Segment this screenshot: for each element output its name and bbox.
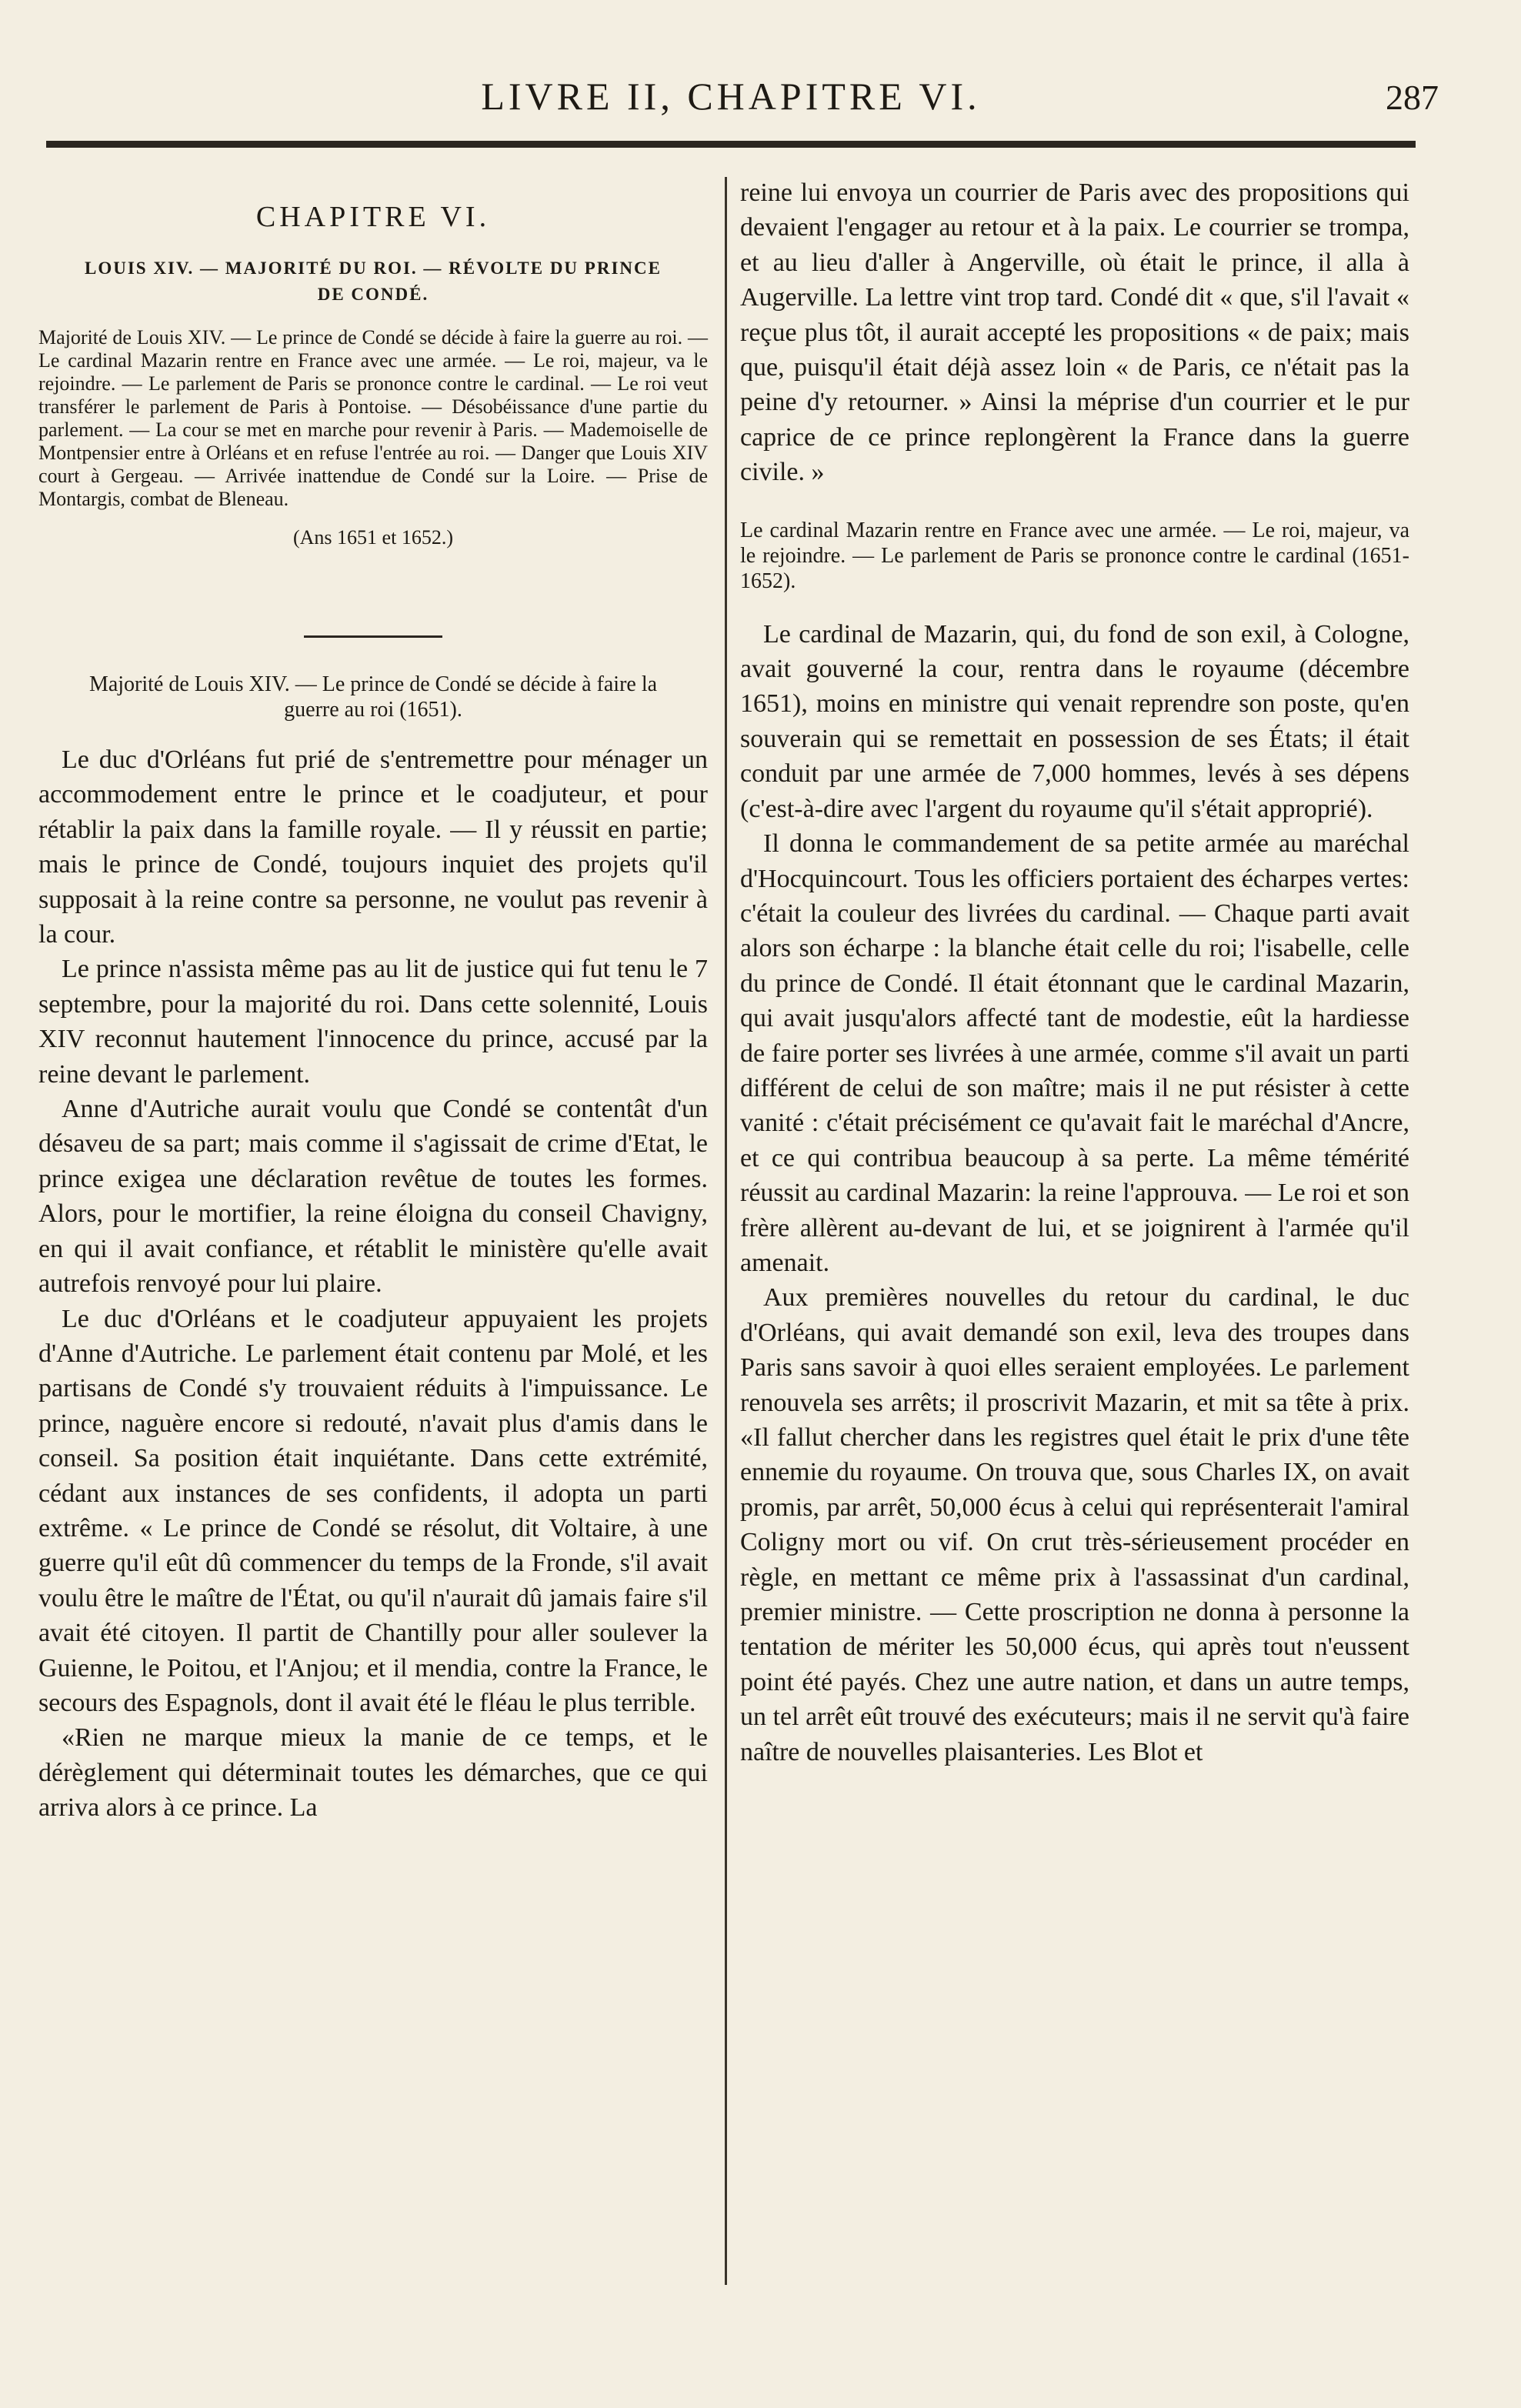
paragraph: Il donna le commandement de sa petite armée au maréchal d'Hocquincourt. Tous les officiers portaient des écharpes vertes: c'était la couleur des livrées du cardinal. — Chaque parti avait alors son écharpe : la blanche était celle du roi; l'isabelle, celle du prince de Condé. Il était étonnant que le cardinal Mazarin, qui avait jusqu'alors affecté tant de modestie, eût la hardiesse de faire porter ses livrées à une armée, comme s'il avait un parti différent de celui de son maître; mais il ne put résister à cette vanité : c'était précisément ce qu'avait fait le maréchal d'Ancre, et ce qui contribua beaucoup à sa perte. La même témérité réussit au cardinal Mazarin: la reine l'approuva. — Le roi et son frère allèrent au-devant de lui, et se joignirent à l'armée qu'il amenait. xyxy=(740,829,1409,1277)
column-divider xyxy=(725,177,727,2285)
section-rule xyxy=(304,635,442,638)
page-number: 287 xyxy=(1386,78,1439,117)
chapter-subtitle: LOUIS XIV. — MAJORITÉ DU ROI. — RÉVOLTE DU PRINCE DE CONDÉ. xyxy=(85,258,662,304)
paragraph: Le duc d'Orléans fut prié de s'entremettre pour ménager un accommodement entre le prince et le coadjuteur, et pour rétablir la paix dans la famille royale. — Il y réussit en partie; mais le prince de Condé, toujours inquiet des projets qu'il supposait à la reine contre sa personne, ne voulut pas revenir à la cour. xyxy=(38,745,708,949)
paragraph-continuation: reine lui envoya un courrier de Paris avec des propositions qui devaient l'engager au retour et à la paix. Le courrier se trompa, et au lieu d'aller à Angerville, où était le prince, il alla à Augerville. La lettre vint trop tard. Condé dit « que, s'il l'avait « reçue plus tôt, il aurait accepté les propositions « de paix; mais que, puisqu'il était déjà assez loin « de Paris, ce n'était pas la peine d'y retourner. » Ainsi la méprise d'un courrier et le pur caprice de ce prince replongèrent la France dans la guerre civile. » xyxy=(740,178,1409,487)
running-head: LIVRE II, CHAPITRE VI. xyxy=(481,75,981,118)
paragraph: Anne d'Autriche aurait voulu que Condé se contentât d'un désaveu de sa part; mais comme il s'agissait de crime d'Etat, le prince exigea une déclaration revêtue de toutes les formes. Alors, pour le mortifier, la reine éloigna du conseil Chavigny, en qui il avait confiance, et rétablit le ministère qu'elle avait autrefois renvoyé pour lui plaire. xyxy=(38,1095,708,1299)
paragraph: «Rien ne marque mieux la manie de ce temps, et le dérèglement qui déterminait toutes les démarches, que ce qui arriva alors à ce prince. La xyxy=(38,1723,708,1823)
left-column xyxy=(38,175,708,1826)
paragraph: Le duc d'Orléans et le coadjuteur appuyaient les projets d'Anne d'Autriche. Le parlement était contenu par Molé, et les partisans de Condé s'y trouvaient réduits à l'impuissance. Le prince, naguère encore si redouté, n'avait plus d'amis dans le conseil. Sa position était inquiétante. Dans cette extrémité, cédant aux instances de ses confidents, il adopta un parti extrême. « Le prince de Condé se résolut, dit Voltaire, à une guerre qu'il eût dû commencer du temps de la Fronde, s'il avait voulu être le maître de l'État, ou qu'il n'aurait dû jamais faire s'il avait été citoyen. Il partit de Chantilly pour aller soulever la Guienne, le Poitou, et l'Anjou; et il mendia, contre la France, le secours des Espagnols, dont il avait été le fléau le plus terrible. xyxy=(38,1304,708,1717)
header-rule xyxy=(46,141,1416,148)
chapter-summary: Majorité de Louis XIV. — Le prince de Condé se décide à faire la guerre au roi. — Le cardinal Mazarin rentre en France avec une armée. — Le roi, majeur, va le rejoindre. — Le parlement de Paris se prononce contre le cardinal. — Le roi veut transférer le parlement de Paris à Pontoise. — Désobéissance d'une partie du parlement. — La cour se met en marche pour revenir à Paris. — Mademoiselle de Montpensier entre à Orléans et en refuse l'entrée au roi. — Danger que Louis XIV court à Gergeau. — Arrivée inattendue de Condé sur la Loire. — Prise de Montargis, combat de Bleneau. xyxy=(38,326,708,510)
paragraph: Aux premières nouvelles du retour du cardinal, le duc d'Orléans, qui avait demandé son exil, leva des troupes dans Paris sans savoir à quoi elles seraient employées. Le parlement renouvela ses arrêts; il proscrivit Mazarin, et mit sa tête à prix. «Il fallut chercher dans les registres quel était le prix d'une tête ennemie du royaume. On trouva que, sous Charles IX, on avait promis, par arrêt, 50,000 écus à celui qui représenterait l'amiral Coligny mort ou vif. On crut très-sérieusement procéder en règle, en mettant ce même prix à l'assassinat d'un cardinal, premier ministre. — Cette proscription ne donna à personne la tentation de mériter les 50,000 écus, qui après tout n'eussent point été payés. Chez une autre nation, et dans un autre temps, un tel arrêt eût trouvé des exécuteurs; mais il ne servit qu'à faire naître de nouvelles plaisanteries. Les Blot et xyxy=(740,1283,1409,1766)
page-header xyxy=(31,74,1439,135)
paragraph: Le cardinal de Mazarin, qui, du fond de son exil, à Cologne, avait gouverné la cour, rentra dans le royaume (décembre 1651), moins en ministre qui venait reprendre son poste, qu'en souverain qui se remettait en possession de ses États; il était conduit par une armée de 7,000 hommes, levés à ses dépens (c'est-à-dire avec l'argent du royaume qu'il s'était approprié). xyxy=(740,619,1409,823)
paragraph: Le prince n'assista même pas au lit de justice qui fut tenu le 7 septembre, pour la majorité du roi. Dans cette solennité, Louis XIV reconnut hautement l'innocence du prince, accusé par la reine devant le parlement. xyxy=(38,955,708,1089)
section-heading: Majorité de Louis XIV. — Le prince de Condé se décide à faire la guerre au roi (1651). xyxy=(88,672,658,722)
right-column xyxy=(740,175,1409,1769)
chapter-title: CHAPITRE VI. xyxy=(255,201,491,233)
section-heading: Le cardinal Mazarin rentre en France avec une armée. — Le roi, majeur, va le rejoindre. — Le parlement de Paris se prononce contre le cardinal (1651-1652). xyxy=(740,518,1409,593)
chapter-dates: (Ans 1651 et 1652.) xyxy=(293,526,453,549)
